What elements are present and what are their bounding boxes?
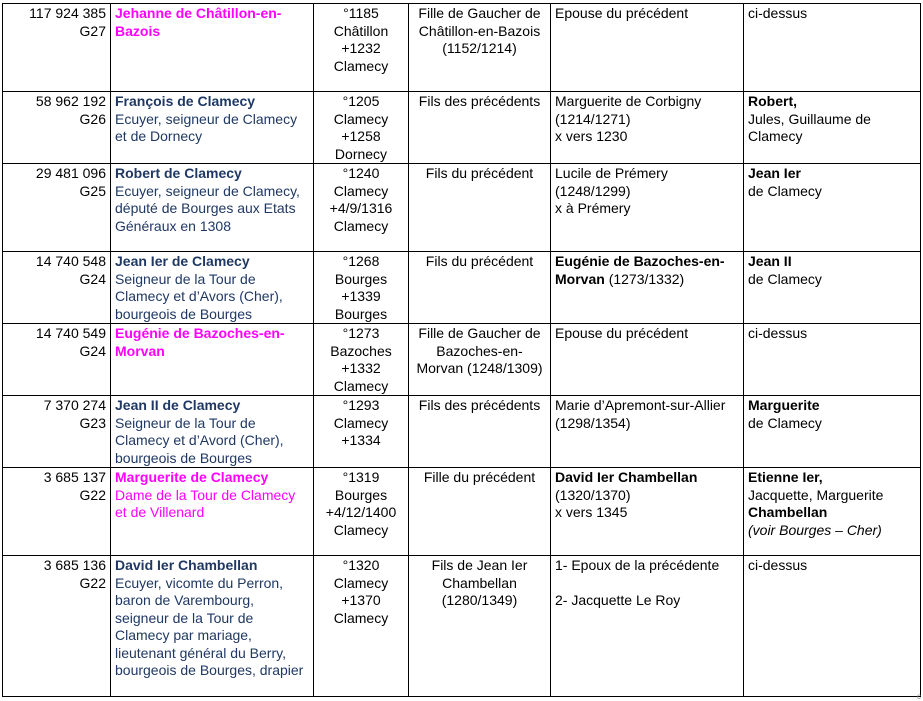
children-bold: Jean Ier	[748, 165, 801, 181]
children-cell	[744, 468, 921, 556]
sosa-cell	[3, 324, 111, 396]
children-cell	[744, 252, 921, 324]
person-cell	[111, 4, 314, 92]
children-cell	[744, 164, 921, 252]
children-text: ci-dessus	[748, 5, 808, 21]
person-name: Eugénie de Bazoches-en-Morvan	[115, 325, 285, 359]
dates-cell	[314, 468, 409, 556]
person-cell	[111, 468, 314, 556]
children-bold: Marguerite	[748, 397, 820, 413]
birth-date: °1185	[343, 5, 379, 21]
person-cell	[111, 556, 314, 697]
person-name: Jean II de Clamecy	[115, 397, 241, 413]
children-text: ci-dessus	[748, 557, 808, 573]
sosa-number: 117 924 385	[29, 5, 106, 21]
children-text: Jules, Guillaume de Clamecy	[748, 110, 871, 144]
person-cell	[111, 92, 314, 164]
children-text: de Clamecy	[748, 182, 822, 199]
person-cell	[111, 252, 314, 324]
death-place: Bourges	[334, 305, 388, 322]
birth-date: °1320	[342, 557, 380, 573]
death-date: +1232	[341, 40, 381, 56]
spouse-dates: (1273/1332)	[608, 270, 685, 287]
sosa-number: 7 370 274	[43, 397, 106, 413]
parents-cell: Fils du précédent	[409, 164, 551, 252]
spouse-text	[555, 253, 739, 288]
spacer	[555, 575, 739, 592]
table-row	[3, 92, 921, 164]
parents-cell: Fille de Gaucher de Châtillon-en-Bazois (1152/1214)	[409, 4, 551, 92]
spouse-cell	[551, 92, 744, 164]
spouse-cell	[551, 4, 744, 92]
parents-cell: Fils des précédents	[409, 396, 551, 468]
children-bold: Robert,	[748, 93, 797, 109]
sosa-number: 14 740 548	[35, 253, 106, 269]
sosa-cell	[3, 252, 111, 324]
children-bold: Jean II	[748, 253, 792, 269]
birth-date: °1319	[342, 469, 380, 485]
person-description: Ecuyer, vicomte du Perron, baron de Varembourg, seigneur de la Tour de Clamecy par mariage, lieutenant général du Berry, bourgeois de Bourges, drapier	[115, 574, 304, 678]
person-name: Jean Ier de Clamecy	[115, 253, 250, 269]
death-date: +1332	[341, 360, 381, 376]
corner-mark: c	[917, 692, 921, 701]
parents-cell: Fils de Jean Ier Chambellan (1280/1349)	[409, 556, 551, 697]
table-row	[3, 468, 921, 556]
table-row	[3, 324, 921, 396]
death-date: +1370	[341, 592, 381, 608]
spouse-text: Marie d’Apremont-sur-Allier (1298/1354)	[555, 397, 726, 431]
dates-cell	[314, 396, 409, 468]
death-date: +4/12/1400	[325, 504, 397, 520]
spouse-cell	[551, 468, 744, 556]
second-spouse-text: 2- Jacquette Le Roy	[555, 591, 681, 608]
children-text: Jacquette, Marguerite	[748, 486, 884, 503]
parents-cell: Fille de Gaucher de Bazoches-en-Morvan (1248/1309)	[409, 324, 551, 396]
sosa-number: 58 962 192	[35, 93, 106, 109]
children-cell	[744, 92, 921, 164]
parents-cell: Fils des précédents	[409, 92, 551, 164]
children-text: de Clamecy	[748, 270, 822, 287]
spouse-name: Eugénie de Bazoches-en-Morvan	[555, 253, 725, 287]
sosa-number: 3 685 136	[43, 557, 106, 573]
dates-cell	[314, 252, 409, 324]
spouse-cell	[551, 252, 744, 324]
spouse-cell	[551, 556, 744, 697]
spouse-text: (1320/1370)	[555, 486, 631, 503]
person-description: Seigneur de la Tour de Clamecy et d’Avors (Cher), bourgeois de Bourges	[115, 270, 283, 322]
birth-place: Châtillon	[333, 22, 389, 39]
dates-cell	[314, 556, 409, 697]
spouse-text: Marguerite de Corbigny (1214/1271)	[555, 93, 702, 127]
birth-date: °1205	[342, 93, 380, 109]
spouse-cell	[551, 164, 744, 252]
person-description: Seigneur de la Tour de Clamecy et d’Avord (Cher), bourgeois de Bourges	[115, 414, 284, 466]
person-description: Ecuyer, seigneur de Clamecy et de Dornecy	[115, 110, 298, 144]
parents-cell: Fils du précédent	[409, 252, 551, 324]
children-cell	[744, 556, 921, 697]
children-text: ci-dessus	[748, 325, 808, 341]
generation-label: G22	[79, 486, 106, 503]
birth-place: Clamecy	[333, 574, 389, 591]
children-text: de Clamecy	[748, 414, 822, 431]
birth-date: °1293	[342, 397, 380, 413]
death-place: Clamecy	[333, 57, 389, 74]
children-bold: Etienne Ier,	[748, 469, 823, 485]
person-name: Robert de Clamecy	[115, 165, 242, 181]
children-cell	[744, 396, 921, 468]
spouse-text: Lucile de Prémery (1248/1299)	[555, 165, 668, 199]
person-cell	[111, 324, 314, 396]
children-cell	[744, 4, 921, 92]
table-row	[3, 164, 921, 252]
birth-place: Bazoches	[330, 342, 392, 359]
dates-cell	[314, 92, 409, 164]
sosa-number: 14 740 549	[35, 325, 106, 341]
death-date: +1339	[341, 288, 381, 304]
birth-date: °1268	[342, 253, 380, 269]
sosa-cell	[3, 92, 111, 164]
sosa-number: 29 481 096	[35, 165, 106, 181]
person-description: Ecuyer, seigneur de Clamecy, député de Bourges aux Etats Généraux en 1308	[115, 182, 300, 234]
dates-cell	[314, 164, 409, 252]
sosa-number: 3 685 137	[43, 469, 106, 485]
person-description: Dame de la Tour de Clamecy et de Villenard	[115, 486, 296, 520]
person-cell	[111, 164, 314, 252]
death-place: Clamecy	[333, 609, 389, 626]
generation-label: G27	[79, 22, 106, 39]
sosa-cell	[3, 468, 111, 556]
generation-label: G23	[79, 414, 106, 431]
birth-place: Bourges	[334, 270, 388, 287]
person-name: François de Clamecy	[115, 93, 256, 109]
birth-date: °1240	[342, 165, 380, 181]
dates-cell	[314, 324, 409, 396]
children-cell	[744, 324, 921, 396]
birth-place: Clamecy	[333, 414, 389, 431]
death-date: +4/9/1316	[329, 200, 393, 216]
spouse-text: Epouse du précédent	[555, 325, 689, 341]
spouse-cell	[551, 396, 744, 468]
birth-date: °1273	[342, 325, 380, 341]
table-row	[3, 252, 921, 324]
spouse-text: 1- Epoux de la précédente	[555, 557, 720, 573]
death-date: +1334	[341, 432, 381, 448]
death-place: Clamecy	[333, 217, 389, 234]
table-row	[3, 396, 921, 468]
generation-label: G22	[79, 574, 106, 591]
sosa-cell	[3, 556, 111, 697]
birth-place: Bourges	[334, 486, 388, 503]
genealogy-table	[2, 3, 921, 697]
marriage-text: x vers 1345	[555, 504, 628, 520]
generation-label: G24	[79, 342, 106, 359]
death-place: Clamecy	[333, 377, 389, 394]
person-name: Marguerite de Clamecy	[115, 469, 269, 485]
person-name: Jehanne de Châtillon-en-Bazois	[115, 5, 282, 39]
death-date: +1258	[341, 128, 381, 144]
table-row	[3, 556, 921, 697]
dates-cell	[314, 4, 409, 92]
person-cell	[111, 396, 314, 468]
death-place: Dornecy	[334, 145, 388, 162]
sosa-cell	[3, 4, 111, 92]
spouse-cell	[551, 324, 744, 396]
parents-cell: Fille du précédent	[409, 468, 551, 556]
sosa-cell	[3, 164, 111, 252]
spouse-text: Epouse du précédent	[555, 5, 689, 21]
children-reference: (voir Bourges – Cher)	[748, 521, 882, 538]
death-place: Clamecy	[333, 521, 389, 538]
generation-label: G24	[79, 270, 106, 287]
birth-place: Clamecy	[333, 182, 389, 199]
marriage-text: x vers 1230	[555, 128, 628, 144]
spouse-name: David Ier Chambellan	[555, 469, 698, 485]
marriage-text: x à Prémery	[555, 200, 631, 216]
birth-place: Clamecy	[333, 110, 389, 127]
sosa-cell	[3, 396, 111, 468]
table-row	[3, 4, 921, 92]
generation-label: G26	[79, 110, 106, 127]
children-bold-surname: Chambellan	[748, 504, 828, 520]
generation-label: G25	[79, 182, 106, 199]
person-name: David Ier Chambellan	[115, 557, 258, 573]
